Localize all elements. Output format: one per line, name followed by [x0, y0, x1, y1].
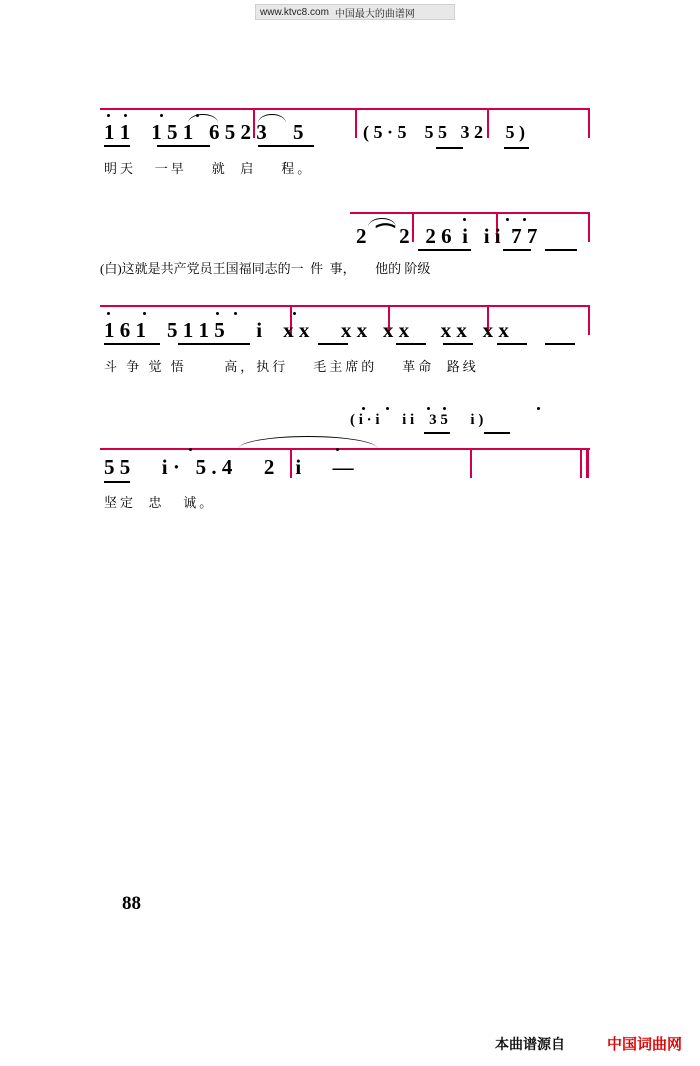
watermark-site: 中国最大的曲谱网	[334, 8, 415, 20]
system-1-notes-tail: ( 5 · 5 5 5 3 2 5 )	[363, 122, 525, 142]
system-4-lyrics: 坚定 忠 诚。	[104, 495, 216, 510]
system-3-beam-5	[443, 343, 473, 345]
system-2-octave-dot-3	[523, 218, 526, 221]
system-1-beam-1	[104, 145, 130, 147]
system-1-barline-2	[355, 108, 357, 138]
system-3-barline-4	[588, 305, 590, 335]
system-4-cue-dot-1	[362, 407, 365, 410]
system-4-cue-dot-2	[386, 407, 389, 410]
footer-text: 本曲谱源自	[495, 1037, 565, 1053]
system-2-notes: 2 ⁀ 2 2 6 i i i 7 7	[356, 224, 538, 248]
system-3-octave-dot-5	[293, 312, 296, 315]
system-3-beam-2	[178, 343, 250, 345]
system-2-staff-top	[350, 212, 590, 214]
system-1-lyrics: 明天 一早 就 启 程。	[104, 161, 314, 176]
system-3-octave-dot-1	[107, 312, 110, 315]
system-1-octave-dot-2	[124, 114, 127, 117]
system-4-notes: 5 5 i · 5 . 4 2 i —	[104, 455, 354, 479]
system-2-barline-3	[588, 212, 590, 242]
system-3-beam-7	[545, 343, 575, 345]
system-3-beam-1	[104, 343, 160, 345]
system-4-cue-dot-4	[443, 407, 446, 410]
system-3-lyrics: 斗 争 觉 悟 高，执行 毛主席的 革命 路线	[104, 359, 479, 374]
system-4-barline-final	[586, 448, 589, 478]
system-4-staff-top	[100, 448, 590, 450]
page-number: 88	[122, 893, 141, 914]
system-1-beam-4	[436, 147, 463, 149]
system-1-octave-dot-4	[196, 114, 199, 117]
system-2-beam-1	[418, 249, 471, 251]
system-3-staff-top	[100, 305, 590, 307]
system-3-beam-4	[396, 343, 426, 345]
system-4-octave-dot-2	[336, 448, 339, 451]
system-4-cue-dot-3	[427, 407, 430, 410]
system-1-notes: 1 1 1 5 1 6 5 2 3 5	[104, 120, 304, 144]
system-4-octave-dot-1	[189, 448, 192, 451]
system-1-beam-2	[157, 145, 210, 147]
system-1-beam-5	[504, 147, 529, 149]
system-4-beam-1	[104, 481, 130, 483]
footer	[0, 1028, 700, 1066]
system-1-octave-dot-3	[160, 114, 163, 117]
system-2-octave-dot-1	[463, 218, 466, 221]
system-3-octave-dot-2	[143, 312, 146, 315]
system-3-beam-3	[318, 343, 348, 345]
system-2-beam-2	[503, 249, 531, 251]
system-4-barline-2	[470, 448, 472, 478]
system-1-octave-dot-1	[107, 114, 110, 117]
system-2-lyrics: (白)这就是共产党员王国福同志的一 件 事， 他的 阶级	[100, 261, 431, 276]
watermark-url: www.ktvc8.com	[260, 6, 329, 18]
system-3-octave-dot-4	[234, 312, 237, 315]
system-4-cue-beam-2	[484, 432, 510, 434]
system-4-cue-beam-1	[424, 432, 450, 434]
system-3-octave-dot-3	[216, 312, 219, 315]
system-1-barline-4	[588, 108, 590, 138]
system-3-beam-6	[497, 343, 527, 345]
system-3-notes: 1 6 1 5 1 1 5 i x x x x x x x x x x	[104, 318, 509, 342]
system-4-barline-3	[580, 448, 582, 478]
system-2-beam-3	[545, 249, 577, 251]
system-2-octave-dot-2	[506, 218, 509, 221]
system-4-cue-notes: ( i · i i i 3 5 i )	[350, 412, 484, 428]
system-4-cue-dot-5	[537, 407, 540, 410]
system-1-staff-top	[100, 108, 590, 110]
system-1-beam-3	[258, 145, 314, 147]
footer-brand: 中国词曲网	[606, 1035, 682, 1053]
